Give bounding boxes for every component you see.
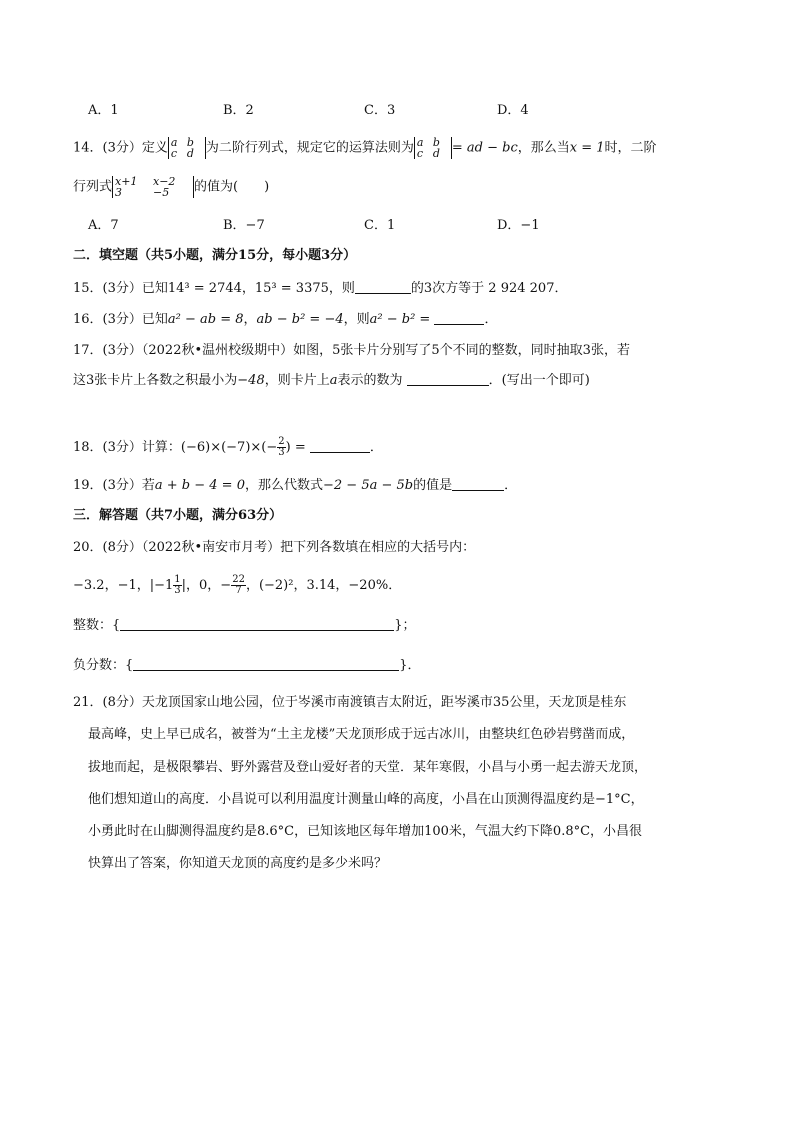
question-20-line1: 20．(8分）（2022秋•南安市月考）把下列各数填在相应的大括号内： bbox=[73, 540, 476, 555]
q15-answer-blank[interactable] bbox=[355, 280, 411, 294]
q13-option-b: B．2 bbox=[223, 103, 254, 118]
question-18: 18．(3分）计算：(−6)×(−7)×(− $\frac{2}{3}$ ) = ． bbox=[73, 436, 383, 458]
question-21-line5: 小勇此时在山脚测得温度约是8.6°C，已知该地区每年增加100米，气温大约下降0.8°C，小昌很 bbox=[88, 824, 643, 839]
question-21-line4: 他们想知道山的高度．小昌说可以利用温度计测量山峰的高度，小昌在山顶测得温度约是−1°C， bbox=[88, 792, 644, 807]
section-2-heading: 二．填空题（共5小题，满分15分，每小题3分） bbox=[73, 248, 357, 263]
determinant-abcd: a b c d bbox=[168, 137, 206, 159]
q16-answer-blank[interactable] bbox=[434, 311, 484, 325]
question-21-line1: 21．(8分）天龙顶国家山地公园，位于岑溪市南渡镇吉太附近，距岑溪市35公里，天龙顶是桂东 bbox=[73, 695, 627, 710]
q14-option-b: B．−7 bbox=[223, 218, 265, 233]
question-21-line3: 拔地而起，是极限攀岩、野外露营及登山爱好者的天堂．某年寒假，小昌与小勇一起去游天龙顶， bbox=[88, 760, 648, 775]
q19-answer-blank[interactable] bbox=[452, 477, 504, 491]
q13-option-a: A．1 bbox=[88, 103, 119, 118]
question-16: 16．(3分）已知a² − ab = 8，ab − b² = −4，则a² − b² = ． bbox=[73, 312, 498, 327]
fraction-one-third: $\frac{1}{3}$ bbox=[174, 574, 181, 596]
q14-option-a: A．7 bbox=[88, 218, 119, 233]
q13-option-d: D．4 bbox=[497, 103, 529, 118]
question-17-line2: 这3张卡片上各数之积最小为−48，则卡片上a表示的数为 ．(写出一个即可) bbox=[73, 373, 590, 388]
fraction-22-7: $\frac{22}{7}$ bbox=[232, 574, 245, 596]
q14-option-d: D．−1 bbox=[497, 218, 540, 233]
fraction-two-thirds: $\frac{2}{3}$ bbox=[278, 436, 285, 458]
question-21-line2: 最高峰，史上早已成名，被誉为“土主龙楼”天龙顶形成于远古冰川，由整块红色砂岩劈凿而成， bbox=[88, 727, 635, 742]
q13-option-c: C．3 bbox=[364, 103, 396, 118]
q18-answer-blank[interactable] bbox=[310, 439, 370, 453]
question-14-line2: 行列式 x+1 x−2 3 −5 的值为( ) bbox=[73, 175, 270, 199]
q14-option-c: C．1 bbox=[364, 218, 396, 233]
negative-fractions-set: 负分数：{ }． bbox=[73, 658, 421, 673]
question-19: 19．(3分）若a + b − 4 = 0，那么代数式−2 − 5a − 5b的值是 ． bbox=[73, 478, 518, 493]
determinant-abcd-rule: a b c d bbox=[414, 137, 452, 159]
negative-fractions-answer-blank[interactable] bbox=[133, 657, 399, 671]
question-14-line1: 14．(3分）定义 a b c d 为二阶行列式，规定它的运算法则为 a b c d = ad − bc，那么当x = 1时，二阶 bbox=[73, 136, 657, 160]
determinant-x: x+1 x−2 3 −5 bbox=[112, 176, 194, 198]
question-15: 15．(3分）已知14³ = 2744，15³ = 3375，则 的3次方等于 2 924 207． bbox=[73, 281, 568, 296]
question-21-line6: 快算出了答案，你知道天龙顶的高度约是多少米吗？ bbox=[88, 856, 388, 871]
integers-answer-blank[interactable] bbox=[120, 617, 394, 631]
question-17-line1: 17．(3分）（2022秋•温州校级期中）如图，5张卡片分别写了5个不同的整数，同时抽取3张，若 bbox=[73, 343, 630, 358]
integers-set: 整数：{ }； bbox=[73, 618, 416, 633]
q17-answer-blank[interactable] bbox=[407, 372, 489, 386]
section-3-heading: 三．解答题（共7小题，满分63分） bbox=[73, 508, 283, 523]
question-20-numbers: −3.2，−1，|−1 $\frac{1}{3}$ |，0，− $\frac{22}{7}$ ，(−2)²，3.14，−20%． bbox=[73, 574, 402, 596]
